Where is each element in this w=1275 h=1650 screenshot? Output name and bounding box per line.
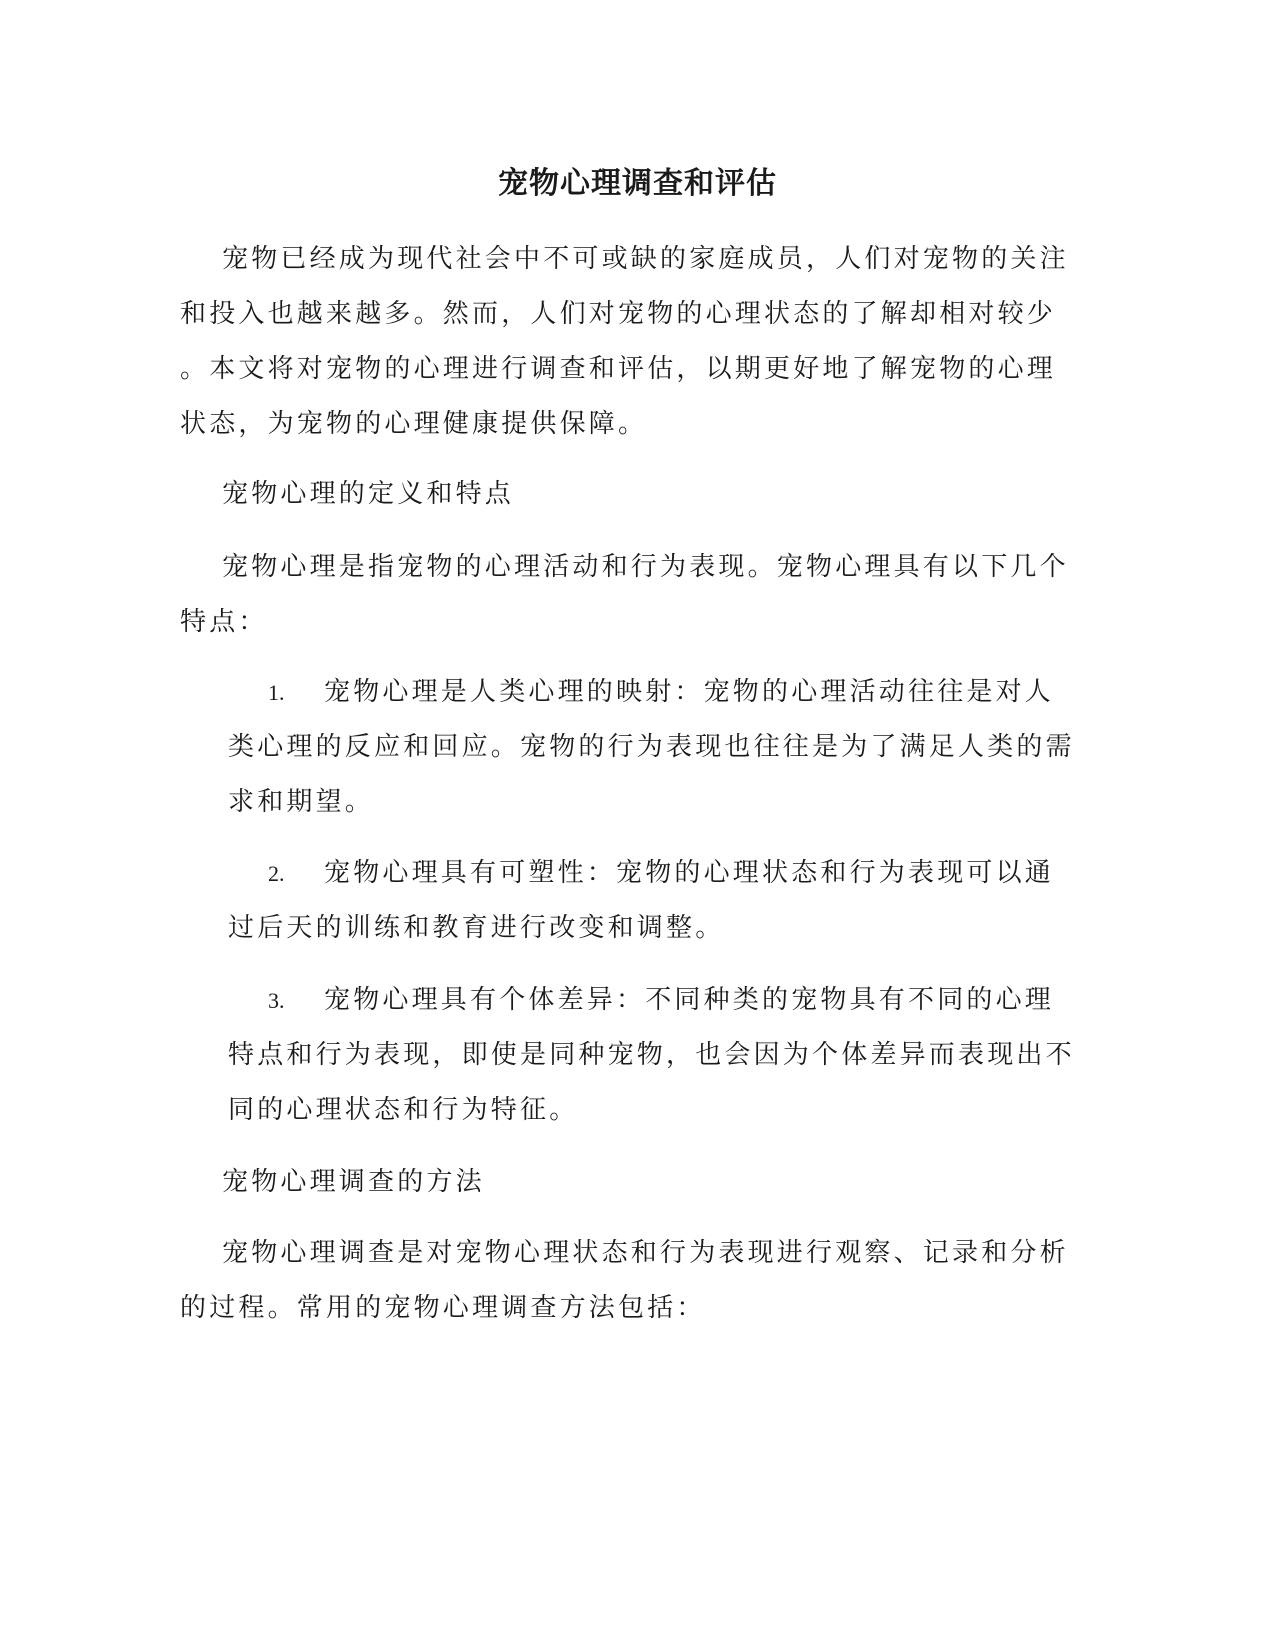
list-number: 2. [268,861,285,886]
intro-paragraph [180,232,1069,452]
list-item-text: 同的心理状态和行为特征。 [228,1095,579,1125]
list-item [228,846,1054,956]
list-item-text: 求和期望。 [228,787,375,817]
paragraph-line: 特点： [180,607,268,637]
list-number: 1. [268,680,285,705]
list-item [228,665,1075,830]
section-heading-text: 宠物心理的定义和特点 [222,479,515,509]
paragraph-line: 的过程。常用的宠物心理调查方法包括： [180,1293,706,1323]
section-heading-text: 宠物心理调查的方法 [222,1167,485,1197]
list-item [228,973,1075,1138]
section-paragraph [180,1226,1069,1336]
paragraph-line: 和投入也越来越多。然而，人们对宠物的心理状态的了解却相对较少 [180,299,1057,329]
paragraph-line: 状态，为宠物的心理健康提供保障。 [180,409,648,439]
paragraph-line: 宠物已经成为现代社会中不可或缺的家庭成员，人们对宠物的关注 [222,244,1069,274]
section-heading [222,1155,485,1210]
section-heading [222,467,514,522]
paragraph-line: 。本文将对宠物的心理进行调查和评估，以期更好地了解宠物的心理 [180,354,1057,384]
list-number: 3. [268,988,285,1013]
list-item-text: 类心理的反应和回应。宠物的行为表现也往往是为了满足人类的需 [228,732,1075,762]
paragraph-line: 宠物心理调查是对宠物心理状态和行为表现进行观察、记录和分析 [222,1238,1069,1268]
document-title: 宠物心理调查和评估 [498,166,777,201]
section-paragraph [180,540,1069,650]
paragraph-line: 宠物心理是指宠物的心理活动和行为表现。宠物心理具有以下几个 [222,552,1069,582]
list-item-text: 宠物心理具有个体差异：不同种类的宠物具有不同的心理 [324,985,1055,1015]
list-item-text: 特点和行为表现，即使是同种宠物，也会因为个体差异而表现出不 [228,1040,1075,1070]
list-item-text: 宠物心理具有可塑性：宠物的心理状态和行为表现可以通 [324,858,1055,888]
list-item-text: 宠物心理是人类心理的映射：宠物的心理活动往往是对人 [324,677,1055,707]
list-item-text: 过后天的训练和教育进行改变和调整。 [228,913,725,943]
